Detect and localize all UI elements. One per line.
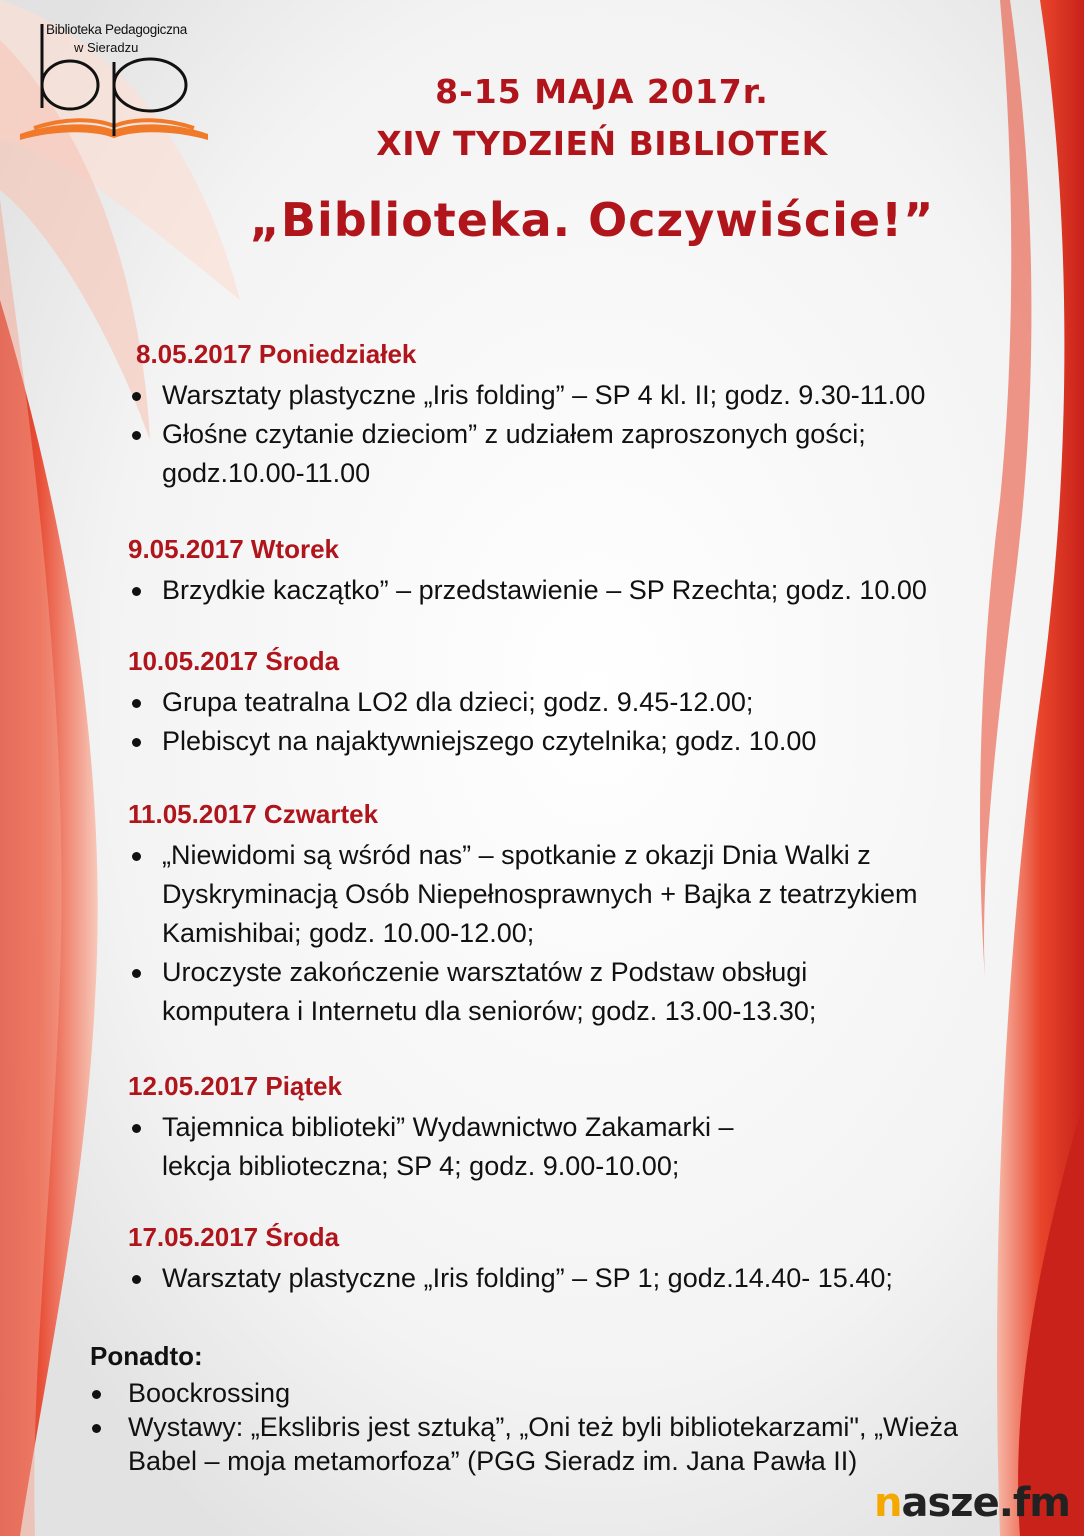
list-item: Warsztaty plastyczne „Iris folding” – SP 4 kl. II; godz. 9.30-11.00 [128, 376, 942, 415]
event-list [128, 376, 942, 493]
logo-name-line1: Biblioteka Pedagogiczna [46, 22, 187, 37]
event-dates: 8-15 MAJA 2017r. [435, 72, 769, 111]
list-item: Tajemnica biblioteki” Wydawnictwo Zakamarki – lekcja biblioteczna; SP 4; godz. 9.00-10.00; [128, 1108, 802, 1186]
list-item: Uroczyste zakończenie warsztatów z Podstaw obsługi komputera i Internetu dla seniorów; godz. 13.00-13.30; [128, 953, 882, 1031]
event-list [128, 1259, 893, 1298]
event-list [128, 683, 816, 761]
day-wednesday [128, 645, 816, 761]
list-item: „Niewidomi są wśród nas” – spotkanie z okazji Dnia Walki z Dyskryminacją Osób Niepełnosprawnych + Bajka z teatrzykiem Kamishibai; godz. 10.00-12.00; [128, 836, 1012, 953]
day-title: 9.05.2017 Wtorek [128, 534, 340, 564]
day-title: 11.05.2017 Czwartek [128, 799, 379, 829]
day-wednesday-2 [128, 1221, 893, 1298]
additional-title: Ponadto: [90, 1341, 203, 1371]
event-list [128, 571, 927, 610]
additional-events [90, 1340, 1028, 1478]
list-item: Grupa teatralna LO2 dla dzieci; godz. 9.45-12.00; [128, 683, 816, 722]
list-item: Głośne czytanie dzieciom” z udziałem zaproszonych gości; godz.10.00-11.00 [128, 415, 942, 493]
day-title: 10.05.2017 Środa [128, 646, 340, 676]
logo-name-line2: w Sieradzu [74, 40, 139, 55]
list-item: Brzydkie kaczątko” – przedstawienie – SP Rzechta; godz. 10.00 [128, 571, 927, 610]
watermark-first: n [874, 1480, 902, 1526]
watermark-logo [874, 1480, 1070, 1526]
day-title: 12.05.2017 Piątek [128, 1071, 342, 1101]
day-title: 17.05.2017 Środa [128, 1222, 340, 1252]
event-list [90, 1376, 1028, 1478]
event-slogan: „Biblioteka. Oczywiście!” [249, 193, 935, 247]
event-list [128, 1108, 802, 1186]
watermark-rest: asze.fm [901, 1480, 1070, 1526]
list-item: Plebiscyt na najaktywniejszego czytelnika; godz. 10.00 [128, 722, 816, 761]
list-item: Wystawy: „Ekslibris jest sztuką”, „Oni też byli bibliotekarzami", „Wieża Babel – moja metamorfoza” (PGG Sieradz im. Jana Pawła II) [90, 1410, 1028, 1478]
day-friday [128, 1070, 802, 1186]
day-monday [136, 338, 942, 493]
list-item: Boockrossing [90, 1376, 1028, 1410]
day-tuesday [128, 533, 927, 610]
event-list [128, 836, 1012, 1031]
day-title: 8.05.2017 Poniedziałek [136, 339, 417, 369]
event-title: XIV TYDZIEŃ BIBLIOTEK [376, 124, 828, 163]
day-thursday [128, 798, 1012, 1031]
list-item: Warsztaty plastyczne „Iris folding” – SP 1; godz.14.40- 15.40; [128, 1259, 893, 1298]
